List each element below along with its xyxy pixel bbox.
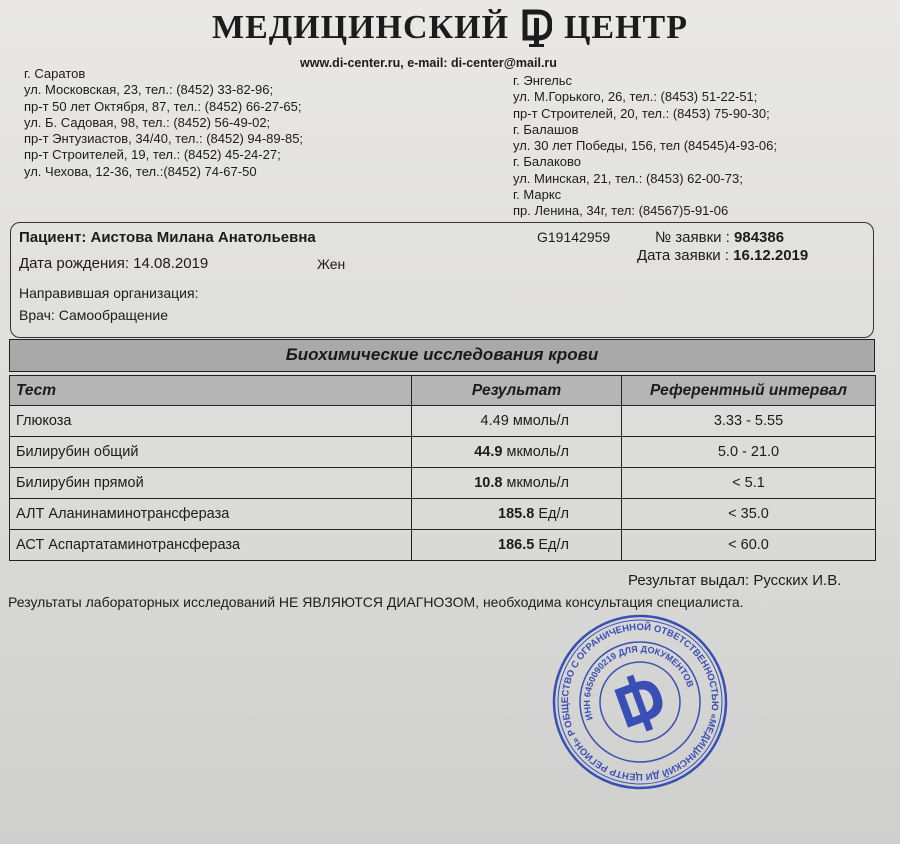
stamp-logo-icon	[612, 668, 671, 737]
order-number	[655, 229, 784, 246]
birth-date-label: Дата рождения:	[19, 255, 129, 272]
order-number-value: 984386	[734, 229, 785, 246]
result-value: 4.49	[480, 413, 509, 429]
reference-range: 3.33 - 5.55	[622, 406, 876, 437]
referring-org-label: Направившая организация:	[19, 285, 199, 301]
result-value: 10.8	[474, 475, 503, 491]
doctor-label: Врач:	[19, 307, 55, 323]
table-row	[10, 437, 876, 468]
patient-name: Аистова Милана Анатольевна	[90, 229, 316, 246]
test-name: Глюкоза	[10, 406, 412, 437]
title-left: МЕДИЦИНСКИЙ	[212, 9, 510, 46]
stamp-inner-text: ИНН 6450090219 ДЛЯ ДОКУМЕНТОВ	[581, 643, 696, 722]
section-title-bar	[9, 339, 875, 372]
patient-label: Пациент:	[19, 229, 87, 246]
title-right: ЦЕНТР	[563, 9, 688, 46]
test-name: АЛТ Аланинаминотрансфераза	[10, 499, 412, 530]
address-line: пр-т Строителей, 19, тел.: (8452) 45-24-27;	[24, 147, 281, 163]
issued-by: Результат выдал: Русских И.В.	[628, 572, 842, 589]
patient-sex: Жен	[317, 256, 346, 272]
patient-name-row	[19, 229, 316, 246]
doctor-value: Самообращение	[58, 307, 169, 323]
result-value: 44.9	[474, 444, 503, 460]
address-line: пр-т 50 лет Октября, 87, тел.: (8452) 66-27-65;	[24, 98, 302, 114]
reference-range: < 5.1	[622, 468, 876, 499]
reference-range: 5.0 - 21.0	[622, 437, 876, 468]
order-date-value: 16.12.2019	[733, 247, 809, 264]
order-date	[637, 247, 808, 264]
address-line: г. Энгельс	[513, 73, 573, 88]
test-name: Билирубин прямой	[10, 468, 412, 499]
address-line: ул. Чехова, 12-36, тел.:(8452) 74-67-50	[24, 163, 257, 179]
address-line: г. Саратов	[24, 66, 86, 81]
order-number-label: № заявки :	[655, 229, 730, 246]
test-result	[412, 437, 622, 468]
address-line: пр. Ленина, 34г, тел: (84567)5-91-06	[513, 203, 729, 219]
section-title: Биохимические исследования крови	[285, 345, 599, 364]
birth-date	[19, 255, 208, 272]
clinic-stamp	[550, 612, 730, 792]
address-line: пр-т Энтузиастов, 34/40, тел.: (8452) 94-89-85;	[24, 131, 304, 147]
doctor-row	[19, 307, 168, 323]
test-result	[412, 499, 622, 530]
address-line: г. Балашов	[513, 121, 579, 137]
addresses-saratov	[24, 66, 303, 180]
table-header-row	[10, 376, 876, 406]
test-result	[412, 468, 622, 499]
address-line: ул. 30 лет Победы, 156, тел (84545)4-93-06;	[513, 138, 777, 154]
table-row	[10, 499, 876, 530]
reference-range: < 35.0	[622, 499, 876, 530]
address-line: ул. Б. Садовая, 98, тел.: (8452) 56-49-02;	[24, 114, 271, 130]
reference-range: < 60.0	[622, 530, 876, 561]
disclaimer: Результаты лабораторных исследований НЕ ЯВЛЯЮТСЯ ДИАГНОЗОМ, необходима консультация специалиста.	[8, 594, 744, 610]
result-unit: ммоль/л	[512, 413, 569, 429]
address-line: ул. Минская, 21, тел.: (8453) 62-00-73;	[513, 170, 743, 186]
result-unit: мкмоль/л	[506, 475, 569, 491]
test-result	[412, 406, 622, 437]
patient-info-box	[10, 222, 874, 338]
table-row	[10, 530, 876, 561]
stamp-outer-text: ОБЩЕСТВО С ОГРАНИЧЕННОЙ ОТВЕТСТВЕННОСТЬЮ «МЕДИЦИНСКИЙ ДИ ЦЕНТР РЕГИОН» РОССИЯ	[559, 621, 721, 783]
address-line: ул. Московская, 23, тел.: (8452) 33-82-96;	[24, 82, 274, 98]
results-table	[9, 375, 876, 561]
di-logo-icon	[522, 8, 552, 48]
patient-code: G19142959	[537, 229, 611, 245]
result-unit: мкмоль/л	[506, 444, 569, 460]
test-result	[412, 530, 622, 561]
header-reference: Референтный интервал	[622, 376, 876, 406]
address-line: г. Балаково	[513, 154, 582, 170]
test-name: АСТ Аспартатаминотрансфераза	[10, 530, 412, 561]
header-result: Результат	[412, 376, 622, 406]
birth-date-value: 14.08.2019	[133, 255, 209, 272]
order-date-label: Дата заявки :	[637, 247, 729, 264]
result-unit: Ед/л	[538, 506, 569, 522]
table-row	[10, 406, 876, 437]
addresses-other-cities	[513, 73, 777, 220]
result-value: 185.8	[498, 506, 535, 522]
contacts-web: www.di-center.ru, e-mail: di-center@mail.ru	[300, 56, 557, 70]
result-unit: Ед/л	[538, 537, 569, 553]
address-line: г. Маркс	[513, 187, 562, 203]
test-name: Билирубин общий	[10, 437, 412, 468]
center-title	[0, 8, 900, 48]
address-line: пр-т Строителей, 20, тел.: (8453) 75-90-30;	[513, 105, 770, 121]
result-value: 186.5	[498, 537, 535, 553]
table-row	[10, 468, 876, 499]
address-line: ул. М.Горького, 26, тел.: (8453) 51-22-51;	[513, 89, 758, 105]
header-test: Тест	[10, 376, 412, 406]
